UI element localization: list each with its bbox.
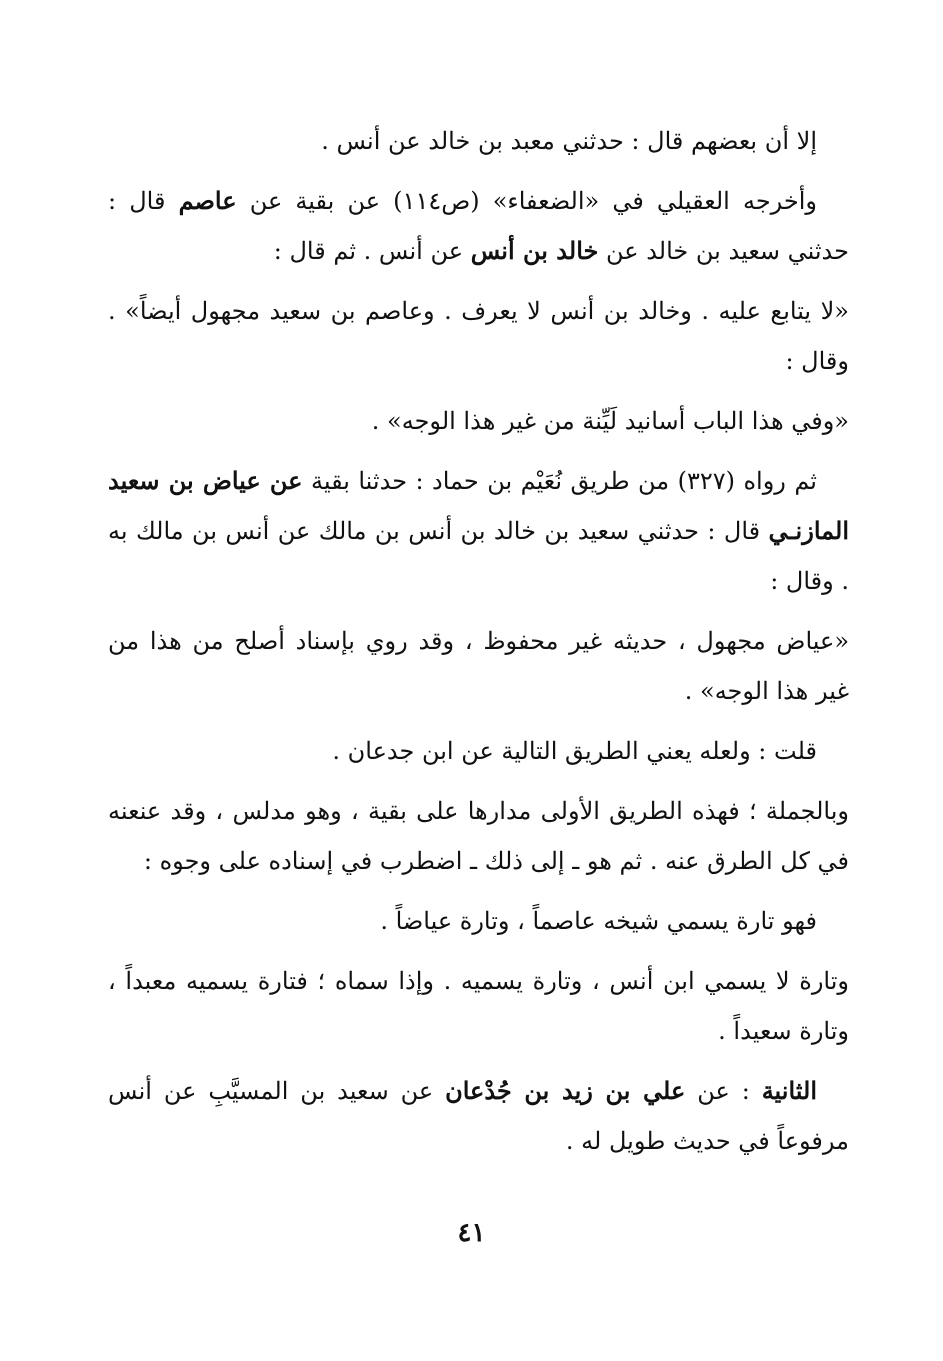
paragraph [108,116,849,166]
text-segment: إلا أن بعضهم قال : حدثني معبد بن خالد عن أنس . [321,127,817,155]
paragraph [108,616,849,716]
bold-text-segment: عن عياض بن سعيد المازنـي [108,466,849,545]
paragraph [108,176,849,276]
paragraph [108,1066,849,1166]
paragraph [108,956,849,1056]
text-segment: فهو تارة يسمي شيخه عاصماً ، وتارة عياضاً . [380,907,817,935]
text-segment: : عن [685,1077,762,1105]
text-segment: وبالجملة ؛ فهذه الطريق الأولى مدارها على بقية ، وهو مدلس ، وقد عنعنه في كل الطرق عنه . ثم هو ـ إلى ذلك ـ اضطرب في إسناده على وجوه : [108,797,849,875]
paragraph [108,396,849,446]
bold-text-segment: الثانية [761,1076,818,1105]
text-segment: ثم رواه (٣٢٧) من طريق نُعَيْم بن حماد : حدثنا بقية [302,467,817,495]
document-body [108,116,849,1176]
paragraph [108,456,849,606]
text-segment: «وفي هذا الباب أسانيد لَيِّنة من غير هذا الوجه» . [371,407,849,435]
bold-text-segment: علي بن زيد بن جُدْعان [445,1076,686,1105]
page-number: ٤١ [457,1218,486,1248]
text-segment: عن أنس . ثم قال : [273,237,471,265]
paragraph [108,726,849,776]
text-segment: عن سعيد بن المسيَّبِ عن أنس مرفوعاً في حديث طويل له . [108,1077,849,1155]
text-segment: «عياض مجهول ، حديثه غير محفوظ ، وقد روي بإسناد أصلح من هذا من غير هذا الوجه» . [108,627,849,705]
paragraph [108,286,849,386]
text-segment: «لا يتابع عليه . وخالد بن أنس لا يعرف . وعاصم بن سعيد مجهول أيضاً» . وقال : [108,297,849,375]
text-segment: قال : حدثني سعيد بن خالد عن [108,187,849,265]
paragraph [108,786,849,886]
bold-text-segment: عاصم [178,186,237,215]
bold-text-segment: خالد بن أنس [470,236,599,265]
text-segment: وأخرجه العقيلي في «الضعفاء» (ص١١٤) عن بقية عن [236,187,817,215]
text-segment: قلت : ولعله يعني الطريق التالية عن ابن جدعان . [332,737,817,765]
text-segment: قال : حدثني سعيد بن خالد بن أنس بن مالك عن أنس بن مالك به . وقال : [108,517,849,595]
paragraph [108,896,849,946]
text-segment: وتارة لا يسمي ابن أنس ، وتارة يسميه . وإذا سماه ؛ فتارة يسميه معبداً ، وتارة سعيداً . [108,967,849,1045]
